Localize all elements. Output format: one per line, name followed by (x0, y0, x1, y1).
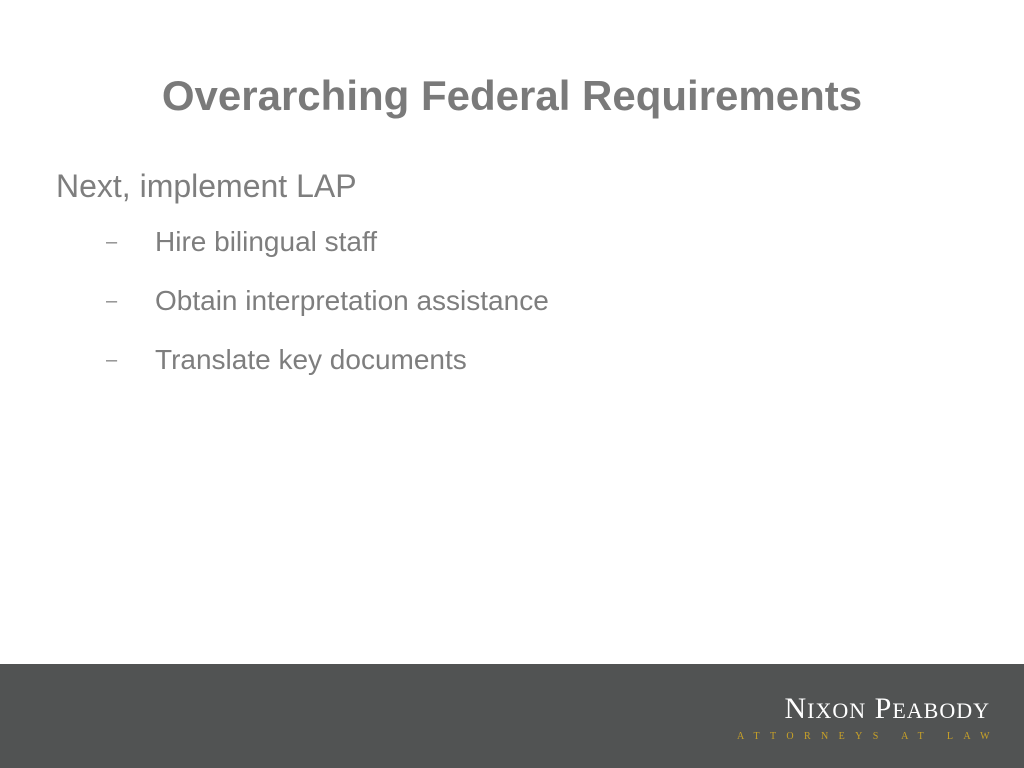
dash-bullet-icon: – (106, 290, 118, 312)
logo-name: NIXON PEABODY (784, 692, 990, 725)
bullet-item (56, 281, 984, 340)
bullet-item (56, 222, 984, 281)
bullet-text: Obtain interpretation assistance (155, 285, 549, 316)
bullet-item (56, 340, 984, 399)
dash-bullet-icon: – (106, 349, 118, 371)
lead-text: Next, implement LAP (56, 168, 357, 204)
slide-body (56, 164, 984, 399)
firm-logo (736, 692, 1000, 744)
bullet-list (56, 222, 984, 399)
slide-title: Overarching Federal Requirements (161, 72, 863, 119)
bullet-text: Translate key documents (155, 344, 467, 375)
dash-bullet-icon: – (106, 231, 118, 253)
logo-tagline: ATTORNEYS AT LAW (736, 731, 1000, 742)
bullet-text: Hire bilingual staff (155, 226, 378, 257)
footer-bar (0, 664, 1024, 768)
